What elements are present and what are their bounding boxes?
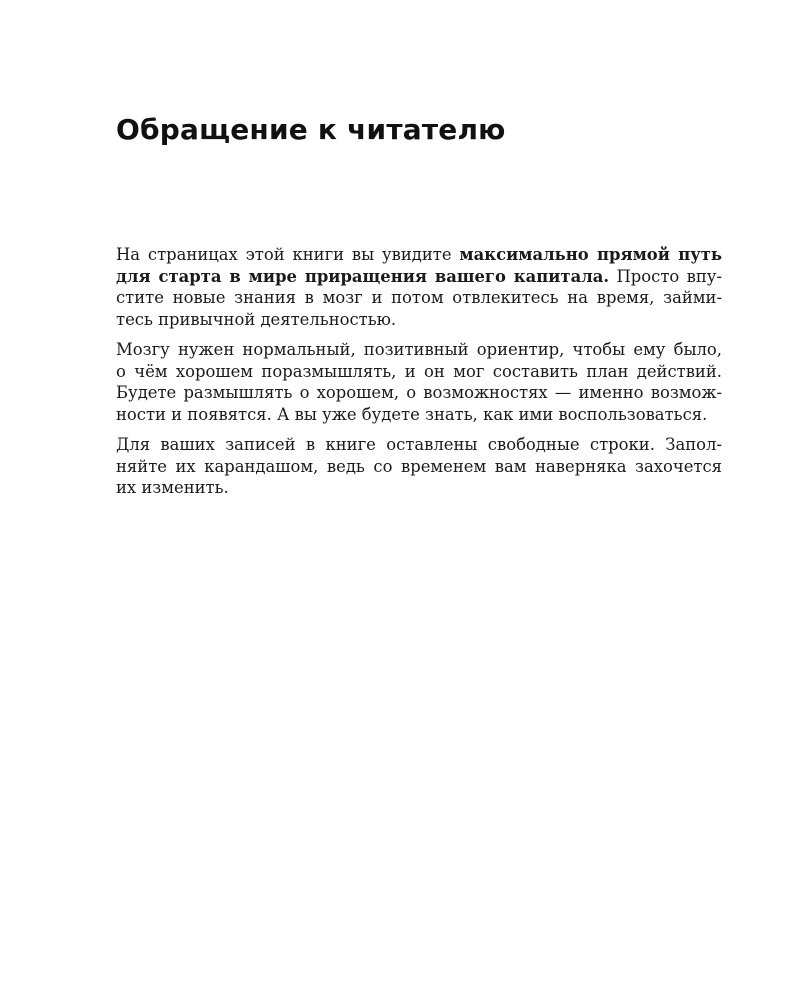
text-run: ности и появятся. А вы уже будете знать, как ими воспользоваться. [116,404,708,424]
text-line [116,404,722,426]
paragraph-spacer [116,425,722,434]
text-run: Мозгу нужен нормальный, позитивный ориентир, чтобы ему было, [116,340,722,359]
paragraph-3 [116,434,722,499]
text-run: тесь привычной деятельностью. [116,309,397,329]
text-line [116,477,722,499]
text-line [116,244,722,266]
text-run: стите новые знания в мозг и потом отвлекитесь на время, займи- [116,288,722,307]
text-line [116,382,722,404]
text-line [116,309,722,331]
bold-text-run: для старта в мире приращения вашего капитала. [116,266,610,286]
text-line [116,456,722,478]
text-run: Просто впу- [609,266,722,286]
text-line [116,434,722,456]
paragraph-1 [116,244,722,330]
bold-text-run: максимально прямой путь [459,245,722,264]
text-line [116,361,722,383]
text-run: няйте их карандашом, ведь со временем вам наверняка захочется [116,456,722,476]
body-text [116,244,722,499]
page-title: Обращение к читателю [116,113,506,146]
text-line [116,266,722,288]
text-run: Для ваших записей в книге оставлены свободные строки. Запол- [116,435,722,454]
text-run: их изменить. [116,478,229,497]
text-run: о чём хорошем поразмышлять, и он мог составить план действий. [116,361,722,381]
paragraph-2 [116,339,722,425]
text-line [116,287,722,309]
text-run: На страницах этой книги вы увидите [116,245,460,264]
text-run: Будете размышлять о хорошем, о возможностях — именно возмож- [116,383,722,402]
text-line [116,339,722,361]
paragraph-spacer [116,330,722,339]
